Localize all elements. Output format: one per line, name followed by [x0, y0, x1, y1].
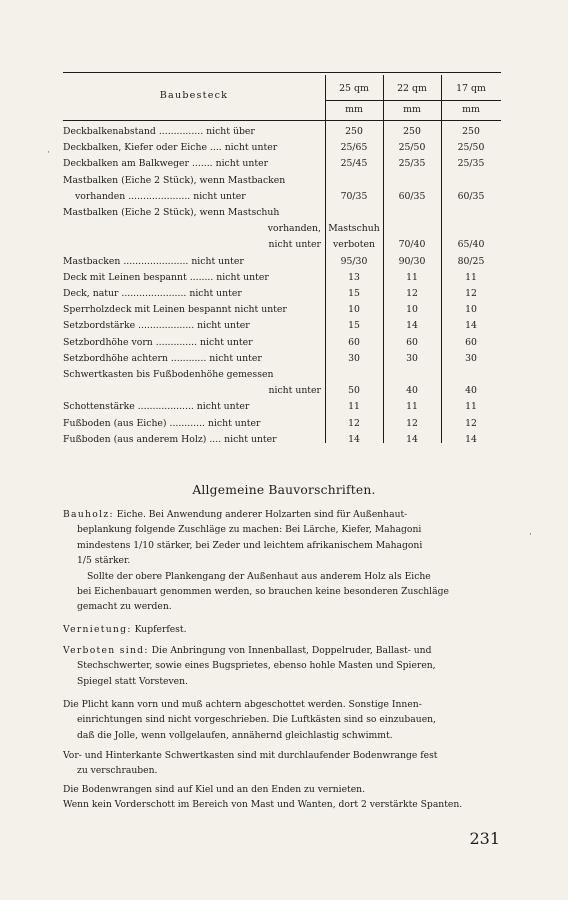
row-value: 60/35 [457, 190, 485, 202]
row-value: 30 [465, 352, 477, 364]
row-value: 15 [348, 320, 360, 332]
table-header-label: Baubesteck [159, 90, 229, 101]
row-label: nicht unter [268, 385, 321, 397]
row-value: 12 [465, 288, 477, 299]
bauholz-line-7: gemacht zu werden. [77, 601, 172, 613]
column-header-22qm: 22 qm mm [383, 76, 441, 120]
row-label: vorhanden, [267, 223, 321, 235]
row-value: 12 [406, 288, 418, 299]
row-value: 11 [406, 271, 418, 283]
verboten-line-2: Stechschwerter, sowie eines Bugsprietes, ebenso hohle Masten und Spieren, [77, 660, 436, 672]
row-value: 12 [465, 417, 477, 429]
vorderschott-text: Wenn kein Vorderschott im Bereich von Mast und Wanten, dort 2 verstärkte Spanten. [63, 799, 463, 811]
row-label: Setzbordhöhe vorn .............. nicht unter [63, 336, 253, 348]
bodenwrangen-paragraph [63, 782, 503, 813]
plicht-line-2: einrichtungen sind nicht vorgeschrieben. Die Luftkästen sind so einzubauen, [77, 714, 436, 726]
row-value: 250 [345, 126, 363, 137]
bodenwrangen-text: Die Bodenwrangen sind auf Kiel und an den Enden zu vernieten. [63, 784, 366, 795]
plicht-line-3: daß die Jolle, wenn vollgelaufen, annähernd gleichlastig schwimmt. [77, 729, 393, 741]
verboten-line-1: Die Anbringung von Innenballast, Doppelruder, Ballast- und [151, 645, 432, 656]
bauholz-line-3a: mindestens [77, 539, 134, 551]
row-label: Deckbalkenabstand ............... nicht über [63, 126, 255, 137]
margin-mark: · [529, 530, 532, 540]
row-value: 25/35 [398, 158, 426, 170]
row-label: Deckbalken, Kiefer oder Eiche .... nicht unter [63, 142, 278, 154]
vernietung-text: Kupferfest. [134, 624, 187, 635]
row-value: 25/65 [340, 142, 368, 154]
specification-table [63, 72, 501, 444]
row-value: 250 [462, 126, 480, 137]
row-value: 60/35 [398, 190, 426, 202]
row-value: 14 [465, 433, 477, 445]
row-value: 60 [348, 336, 360, 348]
row-value: 70/40 [398, 239, 426, 251]
row-label: Deckbalken am Balkweger ....... nicht unter [63, 158, 269, 170]
row-label: Deck, natur ...................... nicht unter [63, 288, 242, 299]
row-value: 15 [348, 288, 360, 299]
row-value: 25/50 [457, 142, 485, 154]
bauholz-term: Bauholz: [63, 509, 114, 520]
row-value: 30 [406, 352, 418, 364]
row-value: 65/40 [457, 239, 485, 251]
row-value: 70/35 [340, 190, 368, 202]
row-value: 90/30 [398, 255, 426, 267]
vernietung-paragraph [63, 622, 503, 637]
margin-mark: · [47, 148, 50, 158]
column-header-17qm: 17 qm mm [441, 76, 501, 120]
row-label: Deck mit Leinen bespannt ........ nicht unter [63, 271, 269, 283]
table-top-rule [63, 72, 501, 73]
row-value: 11 [348, 401, 360, 413]
row-value: 25/35 [457, 158, 485, 170]
row-value: 14 [406, 433, 418, 445]
verboten-term: Verboten sind: [63, 645, 149, 656]
row-value: 60 [406, 336, 418, 348]
row-value: 10 [348, 304, 360, 316]
row-value: 14 [465, 320, 477, 332]
row-value: 11 [465, 271, 477, 283]
row-label: Setzbordhöhe achtern ............ nicht unter [63, 352, 262, 364]
row-label: Fußboden (aus anderem Holz) .... nicht unter [63, 433, 277, 445]
verboten-paragraph [63, 643, 503, 689]
bauholz-line-6: bei Eichenbauart genommen werden, so brauchen keine besonderen Zuschläge [77, 586, 449, 598]
row-value: 25/50 [398, 142, 426, 154]
row-label: Setzbordstärke ................... nicht unter [63, 320, 250, 332]
row-value: 250 [403, 126, 421, 137]
bauholz-line-3b: stärker, bei Zeder und leichtem afrikanischem Mahagoni [153, 539, 423, 551]
row-value: 40 [406, 385, 418, 397]
column-header-25qm: 25 qm mm [325, 76, 383, 120]
row-value: 11 [406, 401, 418, 413]
row-label: Mastbacken ...................... nicht unter [63, 255, 244, 267]
row-value: 10 [465, 304, 477, 316]
plicht-line-1: Die Plicht kann vorn und muß achtern abgeschottet werden. Sonstige Innen- [63, 699, 422, 710]
row-label: Mastbalken (Eiche 2 Stück), wenn Mastschuh [63, 207, 280, 218]
row-value: 12 [348, 417, 360, 429]
row-value: 30 [348, 352, 360, 364]
row-value: 10 [406, 304, 418, 316]
row-label: nicht unter [268, 239, 321, 251]
schwertkasten-line-1: Vor- und Hinterkante Schwertkasten sind mit durchlaufender Bodenwrange fest [63, 750, 438, 761]
row-value: verboten [333, 239, 375, 251]
fraction-tenth: 1/10 [133, 539, 154, 551]
row-label: Sperrholzdeck mit Leinen bespannt nicht unter [63, 304, 287, 316]
row-label: Schottenstärke ................... nicht unter [63, 401, 250, 413]
row-value: 13 [348, 271, 360, 283]
schwertkasten-line-2: zu verschrauben. [77, 765, 158, 777]
plicht-paragraph [63, 697, 503, 743]
section-heading: Allgemeine Bauvorschriften. [192, 483, 376, 497]
row-value: 60 [465, 336, 477, 348]
row-value: 25/45 [340, 158, 368, 170]
row-value: 80/25 [457, 255, 485, 267]
vernietung-term: Vernietung: [63, 624, 132, 635]
row-label: Schwertkasten bis Fußbodenhöhe gemessen [63, 369, 274, 380]
row-label: Mastbalken (Eiche 2 Stück), wenn Mastbacken [63, 174, 286, 186]
row-value: 40 [465, 385, 477, 397]
schwertkasten-paragraph [63, 748, 503, 779]
row-value: 12 [406, 417, 418, 429]
bauholz-line-1: Eiche. Bei Anwendung anderer Holzarten sind für Außenhaut- [116, 509, 408, 520]
row-value: 95/30 [340, 255, 368, 267]
row-value: 11 [465, 401, 477, 413]
bauholz-line-2: beplankung folgende Zuschläge zu machen: Bei Lärche, Kiefer, Mahagoni [77, 524, 422, 536]
row-value: 14 [406, 320, 418, 332]
row-label: vorhanden ..................... nicht unter [75, 190, 246, 202]
row-value: 14 [348, 433, 360, 445]
verboten-line-3: Spiegel statt Vorsteven. [77, 675, 188, 687]
bauholz-paragraph [63, 507, 503, 615]
row-label: Fußboden (aus Eiche) ............ nicht unter [63, 417, 261, 429]
row-value: 50 [348, 385, 360, 397]
bauholz-line-4: stärker. [91, 555, 131, 567]
fraction-fifth: 1/5 [77, 555, 92, 567]
bauholz-line-5: Sollte der obere Plankengang der Außenhaut aus anderem Holz als Eiche [87, 570, 431, 582]
page-number: 231 [469, 829, 500, 848]
row-value: Mastschuh [328, 223, 380, 235]
